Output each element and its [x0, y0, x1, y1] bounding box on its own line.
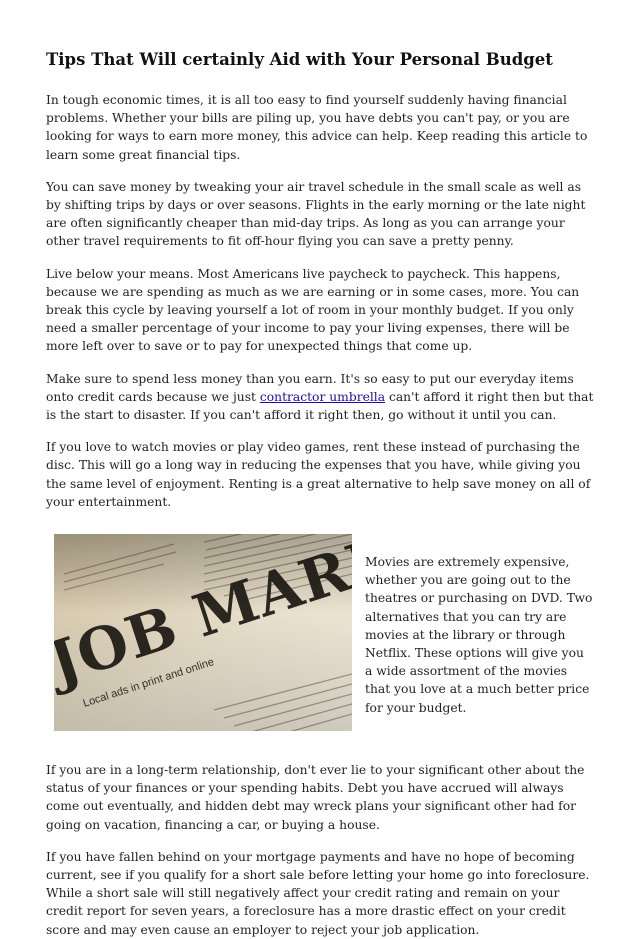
page-title: Tips That Will certainly Aid with Your Personal Budget — [46, 50, 553, 69]
paragraph-mortgage: If you have fallen behind on your mortgage payments and have no hope of becoming current, see if you qualify for a short sale before letting your home go into foreclosure. While a short sale will still negatively affect your credit rating and remain on your credit report for seven years, a foreclosure has a more drastic effect on your credit score and may even cause an employer to reject your job application. — [46, 849, 590, 937]
paragraph-relationship: If you are in a long-term relationship, don't ever lie to your significant other about the status of your finances or your spending habits. Debt you have accrued will always come out eventually, and hidden debt may wreck plans your significant other had for going on vacation, financing a car, or buying a house. — [46, 762, 585, 832]
contractor-umbrella-link[interactable]: contractor umbrella — [259, 389, 386, 404]
paragraph-air-travel: You can save money by tweaking your air travel schedule in the small scale as well as by shifting trips by days or over seasons. Flights in the early morning or the late night are often significantly cheaper than mid-day trips. As long as you can arrange your other travel requirements to fit off-hour flying you can save a pretty penny. — [46, 179, 586, 249]
paragraph-spend-less-text-a: Make sure to spend less money than you earn. It's so easy to put our everyday items onto credit cards because we just — [46, 371, 574, 404]
job-market-newspaper-image — [54, 534, 352, 731]
newspaper-illustration — [54, 534, 352, 731]
paragraph-intro: In tough economic times, it is all too easy to find yourself suddenly having financial problems. Whether your bills are piling up, you have debts you can't pay, or you are looking for ways to earn more money, this advice can help. Keep reading this article to learn some great financial tips. — [46, 93, 588, 162]
paragraph-rent-movies: If you love to watch movies or play video games, rent these instead of purchasing the disc. This will go a long way in reducing the expenses that you have, while giving you the same level of enjoyment. Renting is a great alternative to help save money on all of your entertainment. — [46, 440, 591, 509]
paragraph-spend-less-text-b: can't afford it right then but that is the start to disaster. If you can't afford it right then, go without it until you can. — [46, 389, 594, 423]
paragraph-movies-expensive: Movies are extremely expensive, whether you are going out to the theatres or purchasing on DVD. Two alternatives that you can try are movies at the library or through Netflix. These options will give you a wide assortment of the movies that you love at a much better price for your budget. — [365, 555, 593, 715]
paragraph-live-below-means: Live below your means. Most Americans live paycheck to paycheck. This happens, because we are spending as much as we are earning or in some cases, more. You can break this cycle by leaving yourself a lot of room in your monthly budget. If you only need a smaller percentage of your income to pay your living expenses, there will be more left over to save or to pay for unexpected things that come up. — [46, 266, 580, 354]
media-row — [46, 534, 594, 834]
paragraph-spend-less — [46, 370, 594, 425]
